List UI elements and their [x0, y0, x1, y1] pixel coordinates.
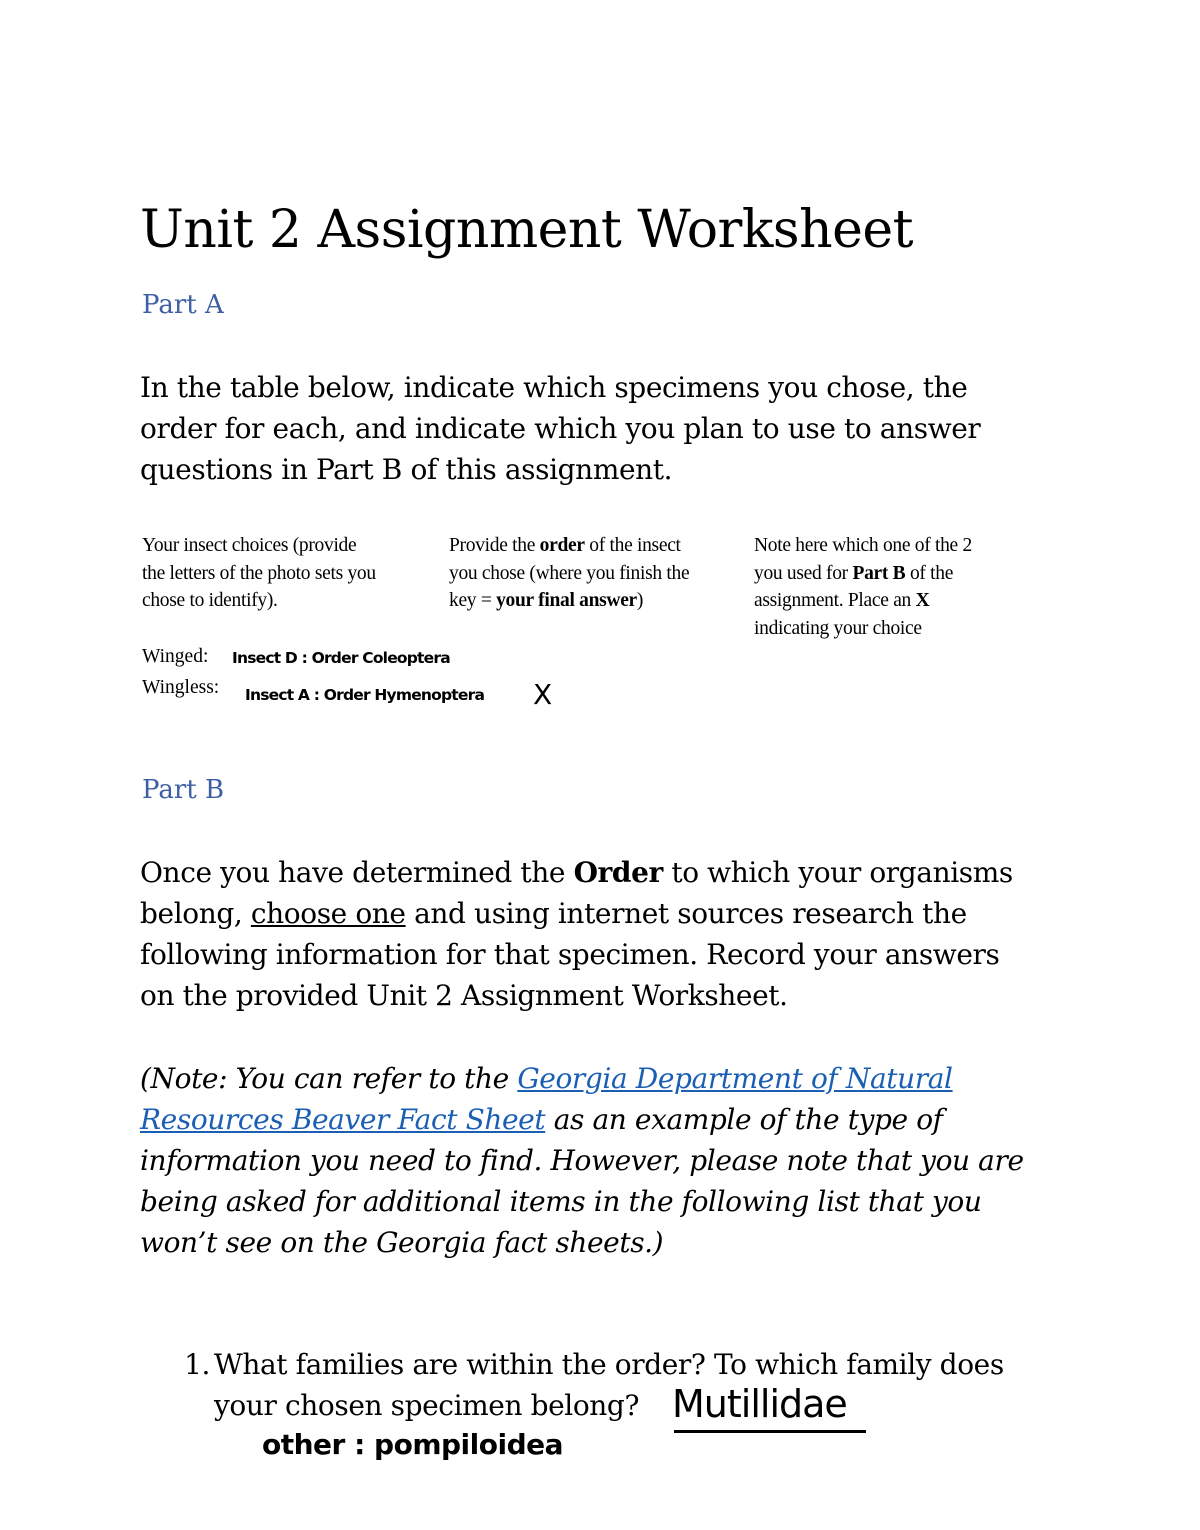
bold-order: Order — [573, 856, 663, 889]
text-run: assignment. Place an — [754, 590, 916, 611]
part-b-note — [140, 1058, 1050, 1263]
column-line: Note here which one of the 2 — [754, 535, 972, 556]
question-line: your chosen specimen belong? — [214, 1389, 640, 1422]
text-run: belong, — [140, 897, 251, 930]
beaver-fact-sheet-link[interactable]: Georgia Department of Natural — [517, 1062, 953, 1095]
column-line: you chose (where you finish the — [449, 562, 690, 584]
winged-label: Winged: — [142, 646, 209, 667]
question-number: 1. — [184, 1348, 210, 1381]
selection-x-mark: X — [533, 678, 553, 711]
intro-line: questions in Part B of this assignment. — [140, 453, 673, 486]
note-line — [140, 1099, 1050, 1140]
note-line — [140, 1058, 1050, 1099]
intro-line — [140, 852, 1050, 893]
part-a-instructions — [140, 367, 1040, 490]
part-a-heading: Part A — [142, 290, 224, 320]
text-run: you used for — [754, 562, 853, 584]
bold-part-b: Part B — [852, 562, 906, 584]
question-text: What families are within the order? To which family does — [214, 1348, 1004, 1381]
column-line — [754, 587, 1039, 615]
column-line: chose to identify). — [142, 590, 278, 611]
part-b-heading: Part B — [142, 775, 225, 805]
beaver-fact-sheet-link[interactable]: Resources Beaver Fact Sheet — [140, 1103, 546, 1136]
wingless-handwritten-answer: Insect A : Order Hymenoptera — [245, 686, 485, 704]
column-line: the letters of the photo sets you — [142, 562, 376, 584]
intro-line — [140, 893, 1050, 934]
bold-final-answer: your final answer — [496, 590, 637, 611]
part-b-instructions — [140, 852, 1050, 1016]
text-run: Once you have determined the — [140, 856, 574, 889]
question-line — [140, 1344, 1050, 1385]
handwritten-family-answer — [672, 1382, 847, 1426]
column-header-part-b-choice — [754, 532, 1039, 642]
intro-line: on the provided Unit 2 Assignment Worksheet. — [140, 979, 788, 1012]
wingless-label: Wingless: — [142, 677, 220, 698]
text-run: key = — [449, 590, 497, 611]
column-line — [449, 532, 754, 560]
document-title: Unit 2 Assignment Worksheet — [140, 200, 914, 260]
winged-handwritten-answer: Insect D : Order Coleoptera — [232, 649, 450, 667]
note-line: information you need to find. However, please note that you are — [140, 1144, 1024, 1177]
column-line — [754, 560, 1039, 588]
column-line: Your insect choices (provide — [142, 535, 357, 556]
intro-line: In the table below, indicate which specimens you chose, the — [140, 371, 968, 404]
intro-line: order for each, and indicate which you plan to use to answer — [140, 412, 981, 445]
text-run: of the insect — [584, 535, 681, 556]
column-line: indicating your choice — [754, 617, 922, 639]
text-run: and using internet sources research the — [405, 897, 967, 930]
answer-underline — [674, 1430, 866, 1433]
column-header-order — [449, 532, 754, 615]
note-line: won’t see on the Georgia fact sheets.) — [140, 1226, 664, 1259]
text-run: as an example of the type of — [545, 1103, 943, 1136]
text-run: to which your organisms — [662, 856, 1013, 889]
underlined-choose-one: choose one — [250, 897, 406, 930]
note-line: being asked for additional items in the following list that you — [140, 1185, 982, 1218]
text-run: of the — [905, 562, 954, 584]
bold-order: order — [539, 535, 585, 556]
text-run: ) — [636, 590, 644, 611]
family-answer-text: Mutillidae — [672, 1382, 847, 1426]
handwritten-other-note: other : pompiloidea — [262, 1428, 564, 1461]
column-header-insect-choices — [142, 532, 442, 615]
text-run: Provide the — [449, 535, 540, 556]
text-run: (Note: You can refer to the — [140, 1062, 518, 1095]
question-1 — [140, 1344, 1050, 1426]
column-line — [449, 587, 754, 615]
intro-line: following information for that specimen. Record your answers — [140, 938, 1000, 971]
bold-x: X — [915, 590, 930, 611]
